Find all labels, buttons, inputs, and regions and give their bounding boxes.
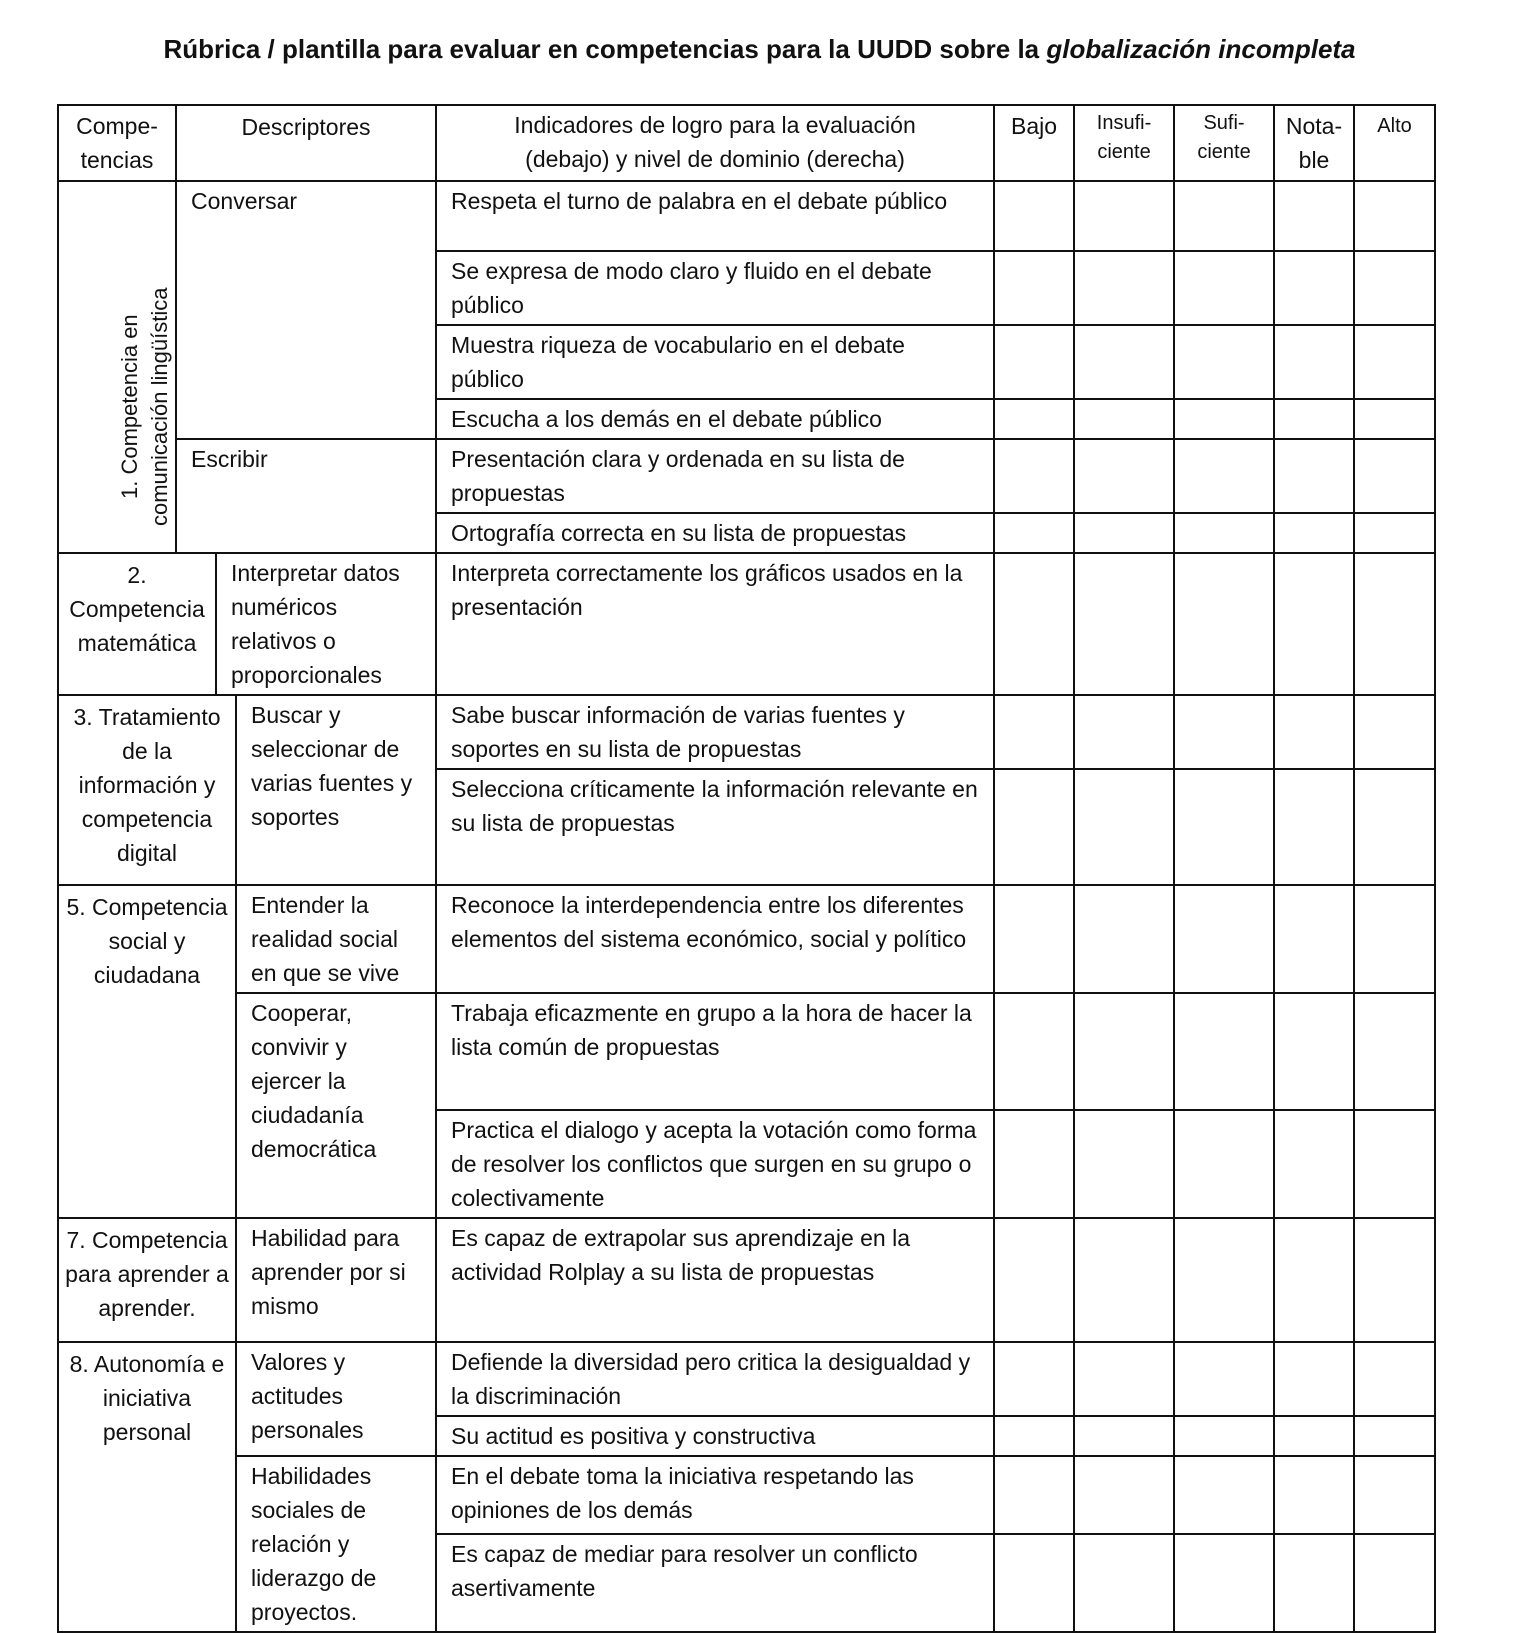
level-cell[interactable] — [1074, 1110, 1174, 1218]
level-cell[interactable] — [1354, 1456, 1435, 1534]
table-row — [58, 1218, 1435, 1342]
level-cell[interactable] — [1074, 181, 1174, 251]
indicator-c8-1: Defiende la diversidad pero critica la desigualdad y la discriminación — [436, 1342, 994, 1416]
table-row — [58, 553, 1435, 695]
indicator-c1-1: Respeta el turno de palabra en el debate público — [436, 181, 994, 251]
level-cell[interactable] — [1074, 1456, 1174, 1534]
level-cell[interactable] — [1354, 251, 1435, 325]
header-level-bajo: Bajo — [994, 105, 1074, 181]
table-row — [58, 181, 1435, 251]
level-cell[interactable] — [994, 1416, 1074, 1456]
table-row — [58, 1456, 1435, 1534]
indicator-c1-5: Presentación clara y ordenada en su lista de propuestas — [436, 439, 994, 513]
level-cell[interactable] — [1354, 1110, 1435, 1218]
level-cell[interactable] — [1174, 993, 1274, 1110]
table-row — [58, 993, 1435, 1110]
level-cell[interactable] — [1274, 1342, 1354, 1416]
indicator-c1-6: Ortografía correcta en su lista de propuestas — [436, 513, 994, 553]
level-cell[interactable] — [1174, 1534, 1274, 1632]
level-cell[interactable] — [994, 439, 1074, 513]
indicator-c3-2: Selecciona críticamente la información relevante en su lista de propuestas — [436, 769, 994, 885]
level-cell[interactable] — [1174, 885, 1274, 993]
level-cell[interactable] — [1274, 439, 1354, 513]
descriptor-c5-2: Cooperar, convivir y ejercer la ciudadanía democrática — [236, 993, 436, 1218]
level-cell[interactable] — [1274, 885, 1354, 993]
level-cell[interactable] — [1274, 993, 1354, 1110]
indicator-c8-3: En el debate toma la iniciativa respetando las opiniones de los demás — [436, 1456, 994, 1534]
header-indicadores: Indicadores de logro para la evaluación (debajo) y nivel de dominio (derecha) — [436, 105, 994, 181]
document-title — [0, 34, 1519, 65]
level-cell[interactable] — [994, 993, 1074, 1110]
indicator-c5-3: Practica el dialogo y acepta la votación como forma de resolver los conflictos que surgen en su grupo o colectivamente — [436, 1110, 994, 1218]
indicator-c5-1: Reconoce la interdependencia entre los diferentes elementos del sistema económico, social y político — [436, 885, 994, 993]
level-cell[interactable] — [1174, 769, 1274, 885]
level-cell[interactable] — [1074, 325, 1174, 399]
level-cell[interactable] — [994, 1110, 1074, 1218]
competencia-7-label: 7. Competencia para aprender a aprender. — [58, 1218, 236, 1342]
level-cell[interactable] — [1354, 325, 1435, 399]
indicator-c5-2: Trabaja eficazmente en grupo a la hora de hacer la lista común de propuestas — [436, 993, 994, 1110]
level-cell[interactable] — [994, 553, 1074, 695]
header-descriptores: Descriptores — [176, 105, 436, 181]
level-cell[interactable] — [1174, 399, 1274, 439]
descriptor-escribir: Escribir — [176, 439, 436, 553]
competencia-5-label: 5. Competencia social y ciudadana — [58, 885, 236, 1218]
rubric-table — [57, 104, 1436, 1633]
level-cell[interactable] — [1074, 251, 1174, 325]
level-cell[interactable] — [994, 325, 1074, 399]
indicator-c3-1: Sabe buscar información de varias fuentes y soportes en su lista de propuestas — [436, 695, 994, 769]
level-cell[interactable] — [1354, 553, 1435, 695]
level-cell[interactable] — [1274, 325, 1354, 399]
level-cell[interactable] — [1354, 993, 1435, 1110]
level-cell[interactable] — [1174, 325, 1274, 399]
header-level-suficiente: Sufi-ciente — [1174, 105, 1274, 181]
level-cell[interactable] — [1274, 1218, 1354, 1342]
indicator-c2-1: Interpreta correctamente los gráficos usados en la presentación — [436, 553, 994, 695]
level-cell[interactable] — [1274, 1456, 1354, 1534]
level-cell[interactable] — [1354, 399, 1435, 439]
level-cell[interactable] — [1074, 1534, 1174, 1632]
level-cell[interactable] — [1174, 513, 1274, 553]
level-cell[interactable] — [1174, 1416, 1274, 1456]
descriptor-c2: Interpretar datos numéricos relativos o proporcionales — [216, 553, 436, 695]
competencia-8-label: 8. Autonomía e iniciativa personal — [58, 1342, 236, 1632]
level-cell[interactable] — [1074, 1416, 1174, 1456]
table-row — [58, 439, 1435, 513]
level-cell[interactable] — [1174, 1456, 1274, 1534]
header-level-alto: Alto — [1354, 105, 1435, 181]
level-cell[interactable] — [1354, 1218, 1435, 1342]
table-row — [58, 695, 1435, 769]
level-cell[interactable] — [1354, 181, 1435, 251]
level-cell[interactable] — [1174, 1342, 1274, 1416]
title-main: Rúbrica / plantilla para evaluar en competencias para la UUDD sobre la — [163, 34, 1047, 64]
table-row — [58, 1342, 1435, 1416]
indicator-c8-4: Es capaz de mediar para resolver un conflicto asertivamente — [436, 1534, 994, 1632]
header-level-notable: Nota-ble — [1274, 105, 1354, 181]
level-cell[interactable] — [994, 885, 1074, 993]
indicator-c1-4: Escucha a los demás en el debate público — [436, 399, 994, 439]
competencia-1-cell — [58, 181, 176, 553]
level-cell[interactable] — [994, 399, 1074, 439]
header-row — [58, 105, 1435, 181]
level-cell[interactable] — [1074, 399, 1174, 439]
level-cell[interactable] — [994, 1342, 1074, 1416]
competencia-3-label: 3. Tratamiento de la información y competencia digital — [58, 695, 236, 885]
level-cell[interactable] — [1354, 1342, 1435, 1416]
level-cell[interactable] — [1074, 993, 1174, 1110]
level-cell[interactable] — [1174, 1218, 1274, 1342]
indicator-c7-1: Es capaz de extrapolar sus aprendizaje en la actividad Rolplay a su lista de propuestas — [436, 1218, 994, 1342]
level-cell[interactable] — [1074, 513, 1174, 553]
level-cell[interactable] — [1354, 1416, 1435, 1456]
competencia-1-label: 1. Competencia en comunicación lingüística — [117, 287, 172, 527]
level-cell[interactable] — [1274, 769, 1354, 885]
level-cell[interactable] — [1174, 1110, 1274, 1218]
descriptor-c7: Habilidad para aprender por si mismo — [236, 1218, 436, 1342]
level-cell[interactable] — [1074, 695, 1174, 769]
level-cell[interactable] — [994, 1218, 1074, 1342]
descriptor-c8-2: Habilidades sociales de relación y liderazgo de proyectos. — [236, 1456, 436, 1632]
level-cell[interactable] — [1074, 885, 1174, 993]
descriptor-conversar: Conversar — [176, 181, 436, 439]
level-cell[interactable] — [1074, 769, 1174, 885]
header-competencias: Compe-tencias — [58, 105, 176, 181]
level-cell[interactable] — [1274, 513, 1354, 553]
level-cell[interactable] — [1354, 885, 1435, 993]
level-cell[interactable] — [994, 1534, 1074, 1632]
descriptor-c8-1: Valores y actitudes personales — [236, 1342, 436, 1456]
level-cell[interactable] — [1274, 251, 1354, 325]
level-cell[interactable] — [1354, 1534, 1435, 1632]
level-cell[interactable] — [1274, 1416, 1354, 1456]
level-cell[interactable] — [1174, 181, 1274, 251]
level-cell[interactable] — [1174, 553, 1274, 695]
descriptor-c3: Buscar y seleccionar de varias fuentes y soportes — [236, 695, 436, 885]
level-cell[interactable] — [994, 1456, 1074, 1534]
level-cell[interactable] — [994, 695, 1074, 769]
level-cell[interactable] — [994, 251, 1074, 325]
level-cell[interactable] — [1074, 1218, 1174, 1342]
indicator-c8-2: Su actitud es positiva y constructiva — [436, 1416, 994, 1456]
level-cell[interactable] — [1074, 439, 1174, 513]
level-cell[interactable] — [1274, 181, 1354, 251]
level-cell[interactable] — [1354, 695, 1435, 769]
level-cell[interactable] — [1174, 251, 1274, 325]
header-level-insuficiente: Insufi-ciente — [1074, 105, 1174, 181]
level-cell[interactable] — [1274, 1534, 1354, 1632]
level-cell[interactable] — [1274, 399, 1354, 439]
level-cell[interactable] — [1174, 695, 1274, 769]
level-cell[interactable] — [1354, 439, 1435, 513]
level-cell[interactable] — [994, 181, 1074, 251]
level-cell[interactable] — [1074, 1342, 1174, 1416]
level-cell[interactable] — [994, 769, 1074, 885]
table-row — [58, 885, 1435, 993]
level-cell[interactable] — [1354, 769, 1435, 885]
level-cell[interactable] — [1174, 439, 1274, 513]
competencia-2-label: 2. Competencia matemática — [58, 553, 216, 695]
title-italic: globalización incompleta — [1046, 34, 1356, 64]
level-cell[interactable] — [1274, 1110, 1354, 1218]
indicator-c1-2: Se expresa de modo claro y fluido en el debate público — [436, 251, 994, 325]
level-cell[interactable] — [1274, 695, 1354, 769]
descriptor-c5-1: Entender la realidad social en que se vive — [236, 885, 436, 993]
level-cell[interactable] — [1274, 553, 1354, 695]
level-cell[interactable] — [1354, 513, 1435, 553]
level-cell[interactable] — [994, 513, 1074, 553]
level-cell[interactable] — [1074, 553, 1174, 695]
indicator-c1-3: Muestra riqueza de vocabulario en el debate público — [436, 325, 994, 399]
